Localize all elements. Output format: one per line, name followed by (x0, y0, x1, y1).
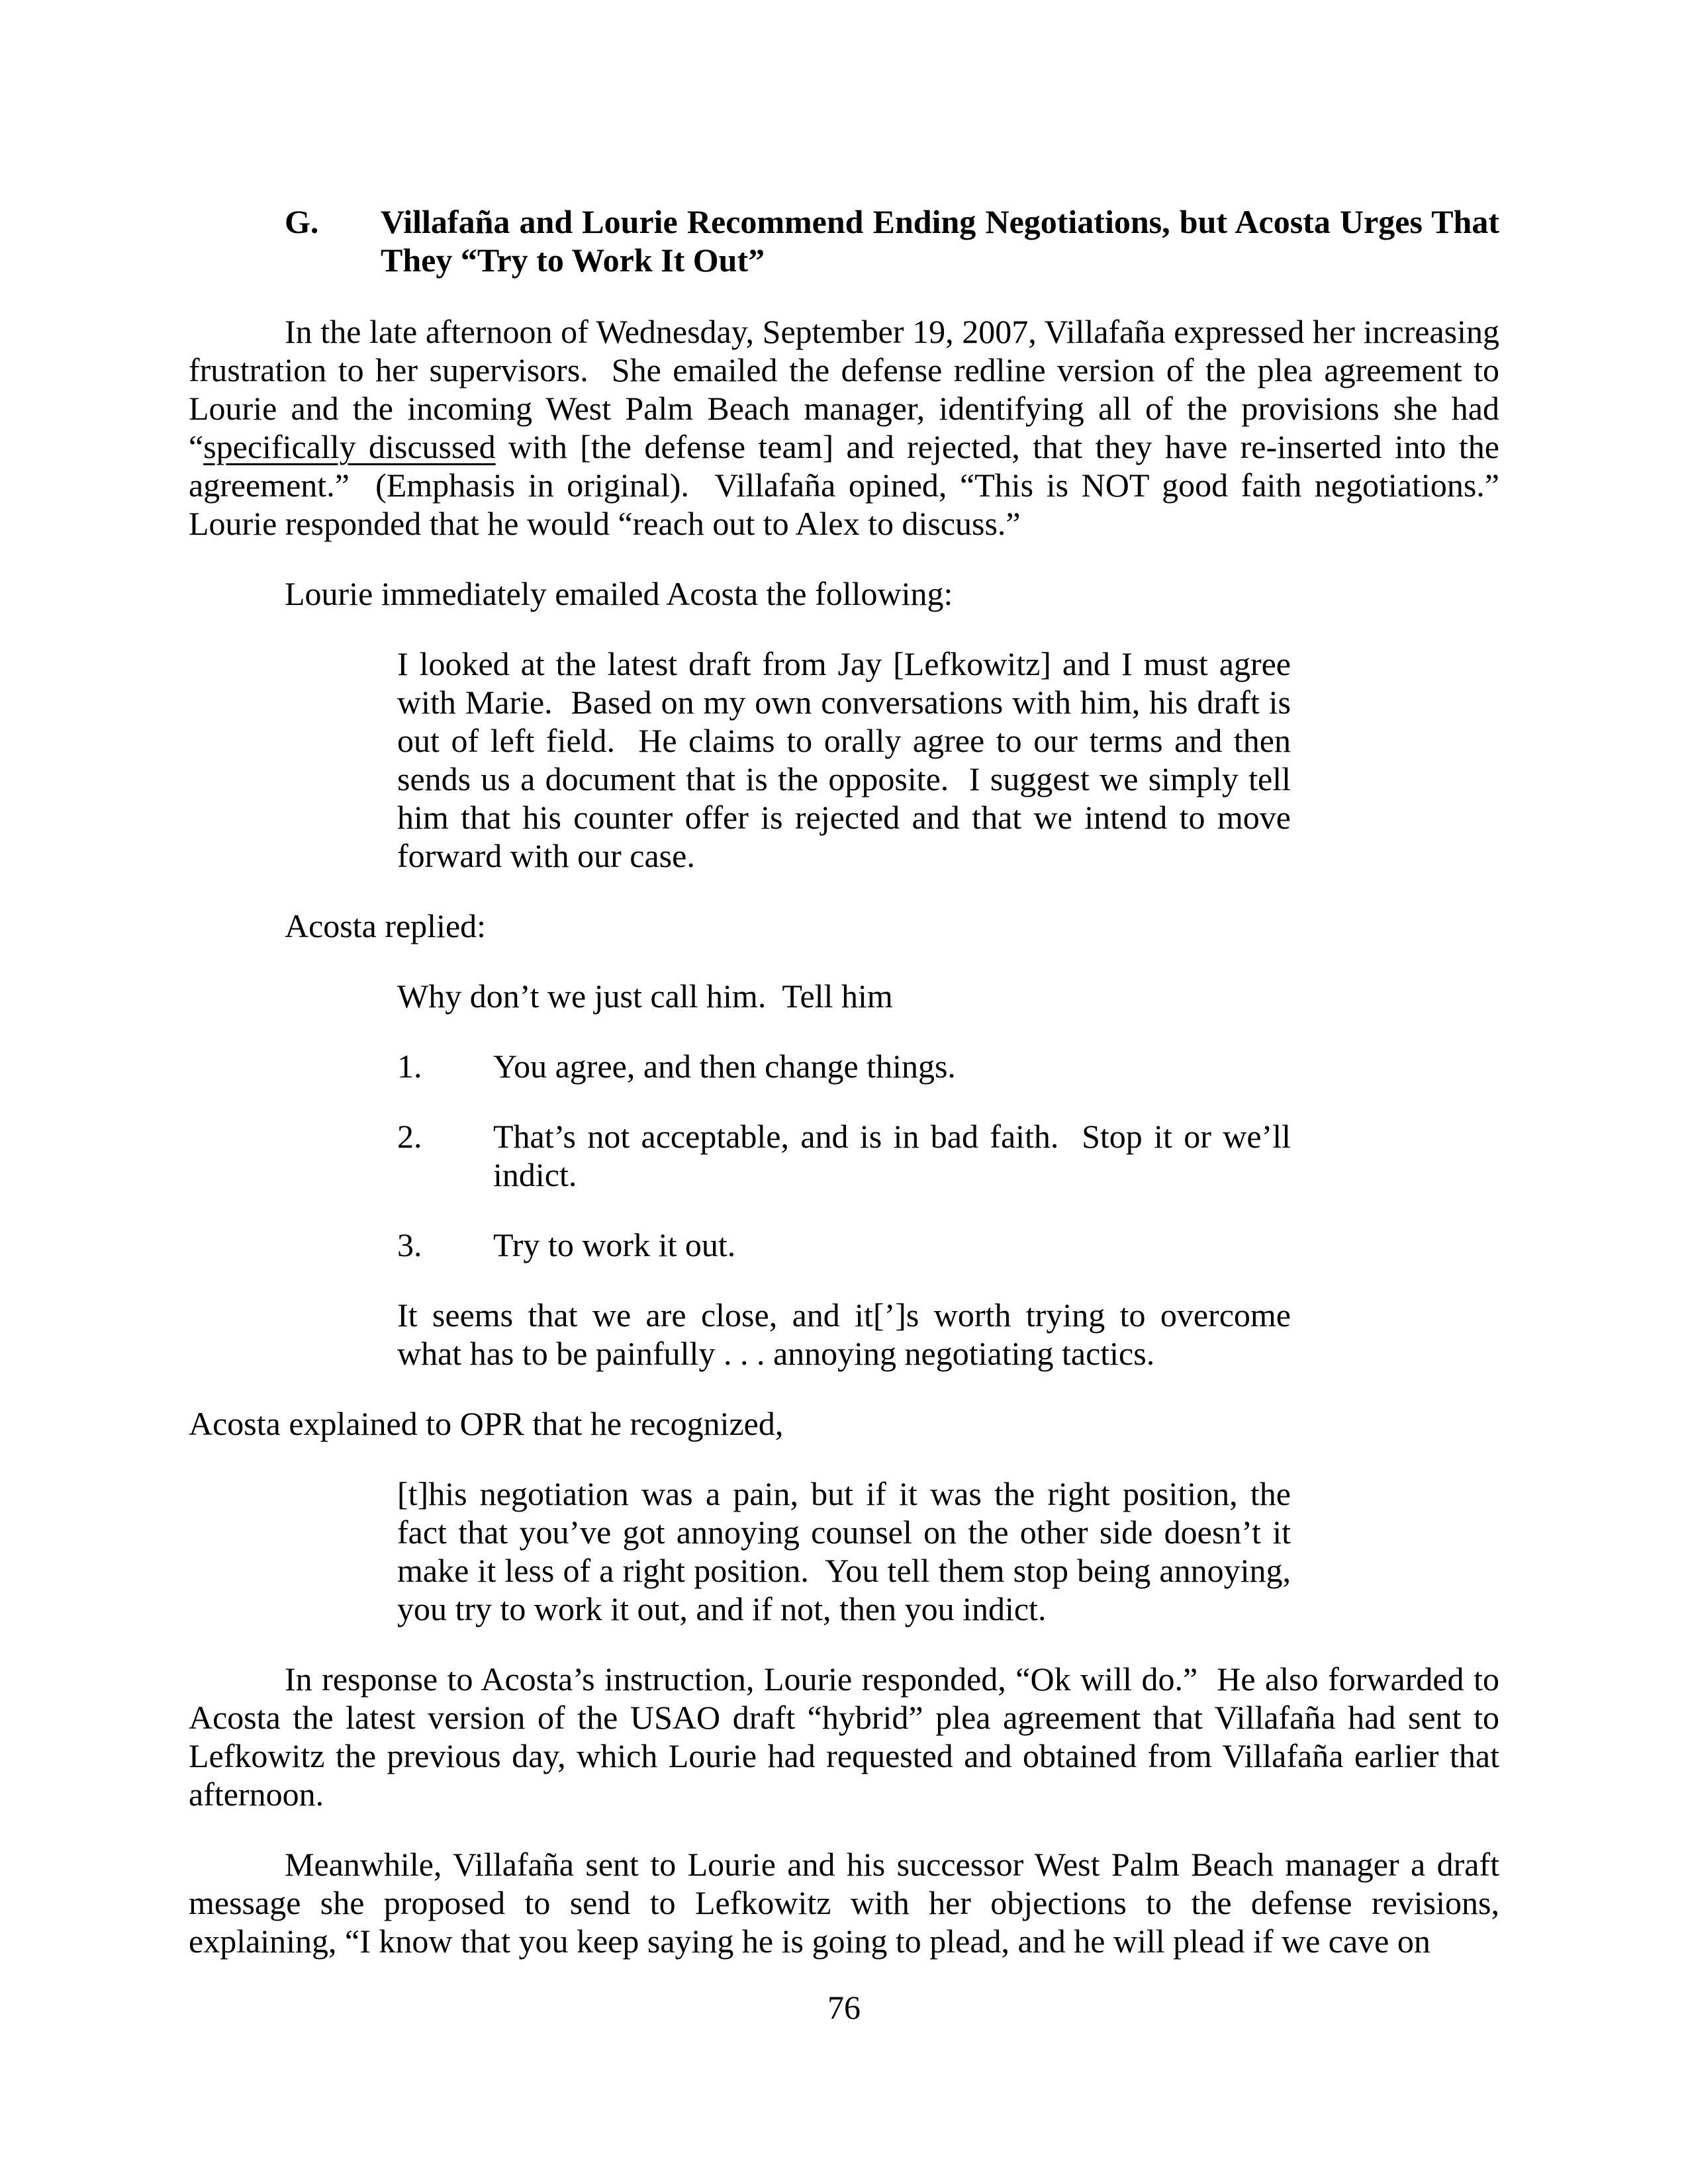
page-number: 76 (827, 1989, 861, 2026)
paragraph-text-after-underline: with [the defense team] and rejected, that they have re-inserted into the agreement.” (Emphasis in original). Villafaña opined, “This is NOT good faith negotiations.” Lourie responded that he would “reach out to Alex to discuss.” (189, 428, 1516, 542)
section-heading-text: Villafaña and Lourie Recommend Ending Negotiations, but Acosta Urges That They “Try to Work It Out” (381, 203, 1507, 279)
blockquote-lourie-email: I looked at the latest draft from Jay [Lefkowitz] and I must agree with Marie. Based on my own conversations with him, his draft is out of left field. He claims to orally agree to our terms and then sends us a document that is the opposite. I suggest we simply tell him that his counter offer is rejected and that we intend to move forward with our case. (397, 645, 1299, 874)
list-item-2-text: That’s not acceptable, and is in bad faith. Stop it or we’ll indict. (493, 1118, 1299, 1193)
section-heading-label: G. (285, 203, 319, 240)
list-item-1-number: 1. (397, 1048, 422, 1085)
list-item-3-number: 3. (397, 1226, 422, 1263)
list-item-2-number: 2. (397, 1118, 422, 1155)
blockquote-acosta-reply-outro: It seems that we are close, and it[’]s worth trying to overcome what has to be painfully . . . annoying negotiating tactics. (397, 1297, 1299, 1372)
section-heading (189, 203, 1507, 279)
list-item-1-text: You agree, and then change things. (493, 1048, 956, 1085)
blockquote-acosta-opr-explanation: [t]his negotiation was a pain, but if it was the right position, the fact that you’ve got annoying counsel on the other side doesn’t it make it less of a right position. You tell them stop being annoying, you try to work it out, and if not, then you indict. (397, 1475, 1299, 1627)
list-item-2 (397, 1117, 1299, 1194)
paragraph-lourie-emailed-intro: Lourie immediately emailed Acosta the following: (285, 575, 953, 612)
paragraph-acosta-replied-intro: Acosta replied: (285, 907, 487, 944)
blockquote-acosta-reply-intro: Why don’t we just call him. Tell him (397, 978, 893, 1015)
paragraph-villafana-frustration (189, 312, 1516, 543)
paragraph-acosta-explained-intro: Acosta explained to OPR that he recognized, (189, 1405, 784, 1442)
underlined-phrase: specifically discussed (203, 428, 496, 465)
paragraph-lourie-ok-will-do: In response to Acosta’s instruction, Lourie responded, “Ok will do.” He also forwarded to Acosta the latest version of the USAO draft “hybrid” plea agreement that Villafaña had sent to Lefkowitz the previous day, which Lourie had requested and obtained from Villafaña earlier that afternoon. (189, 1661, 1508, 1813)
list-item-3 (397, 1226, 1291, 1264)
paragraph-meanwhile-villafana-draft: Meanwhile, Villafaña sent to Lourie and his successor West Palm Beach manager a draft message she proposed to send to Lefkowitz with her objections to the defense revisions, explaining, “I know that you keep saying he is going to plead, and he will plead if we cave on (189, 1846, 1508, 1960)
paragraph-text-before-underline: In the late afternoon of Wednesday, September 19, 2007, Villafaña expressed her increasing frustration to her supervisors. She emailed the defense redline version of the plea agreement to Lourie and the incoming West Palm Beach manager, identifying all of the provisions she had “ (189, 313, 1508, 465)
list-item-3-text: Try to work it out. (493, 1226, 736, 1263)
page-content (189, 203, 1516, 1992)
list-item-1 (397, 1047, 1291, 1085)
